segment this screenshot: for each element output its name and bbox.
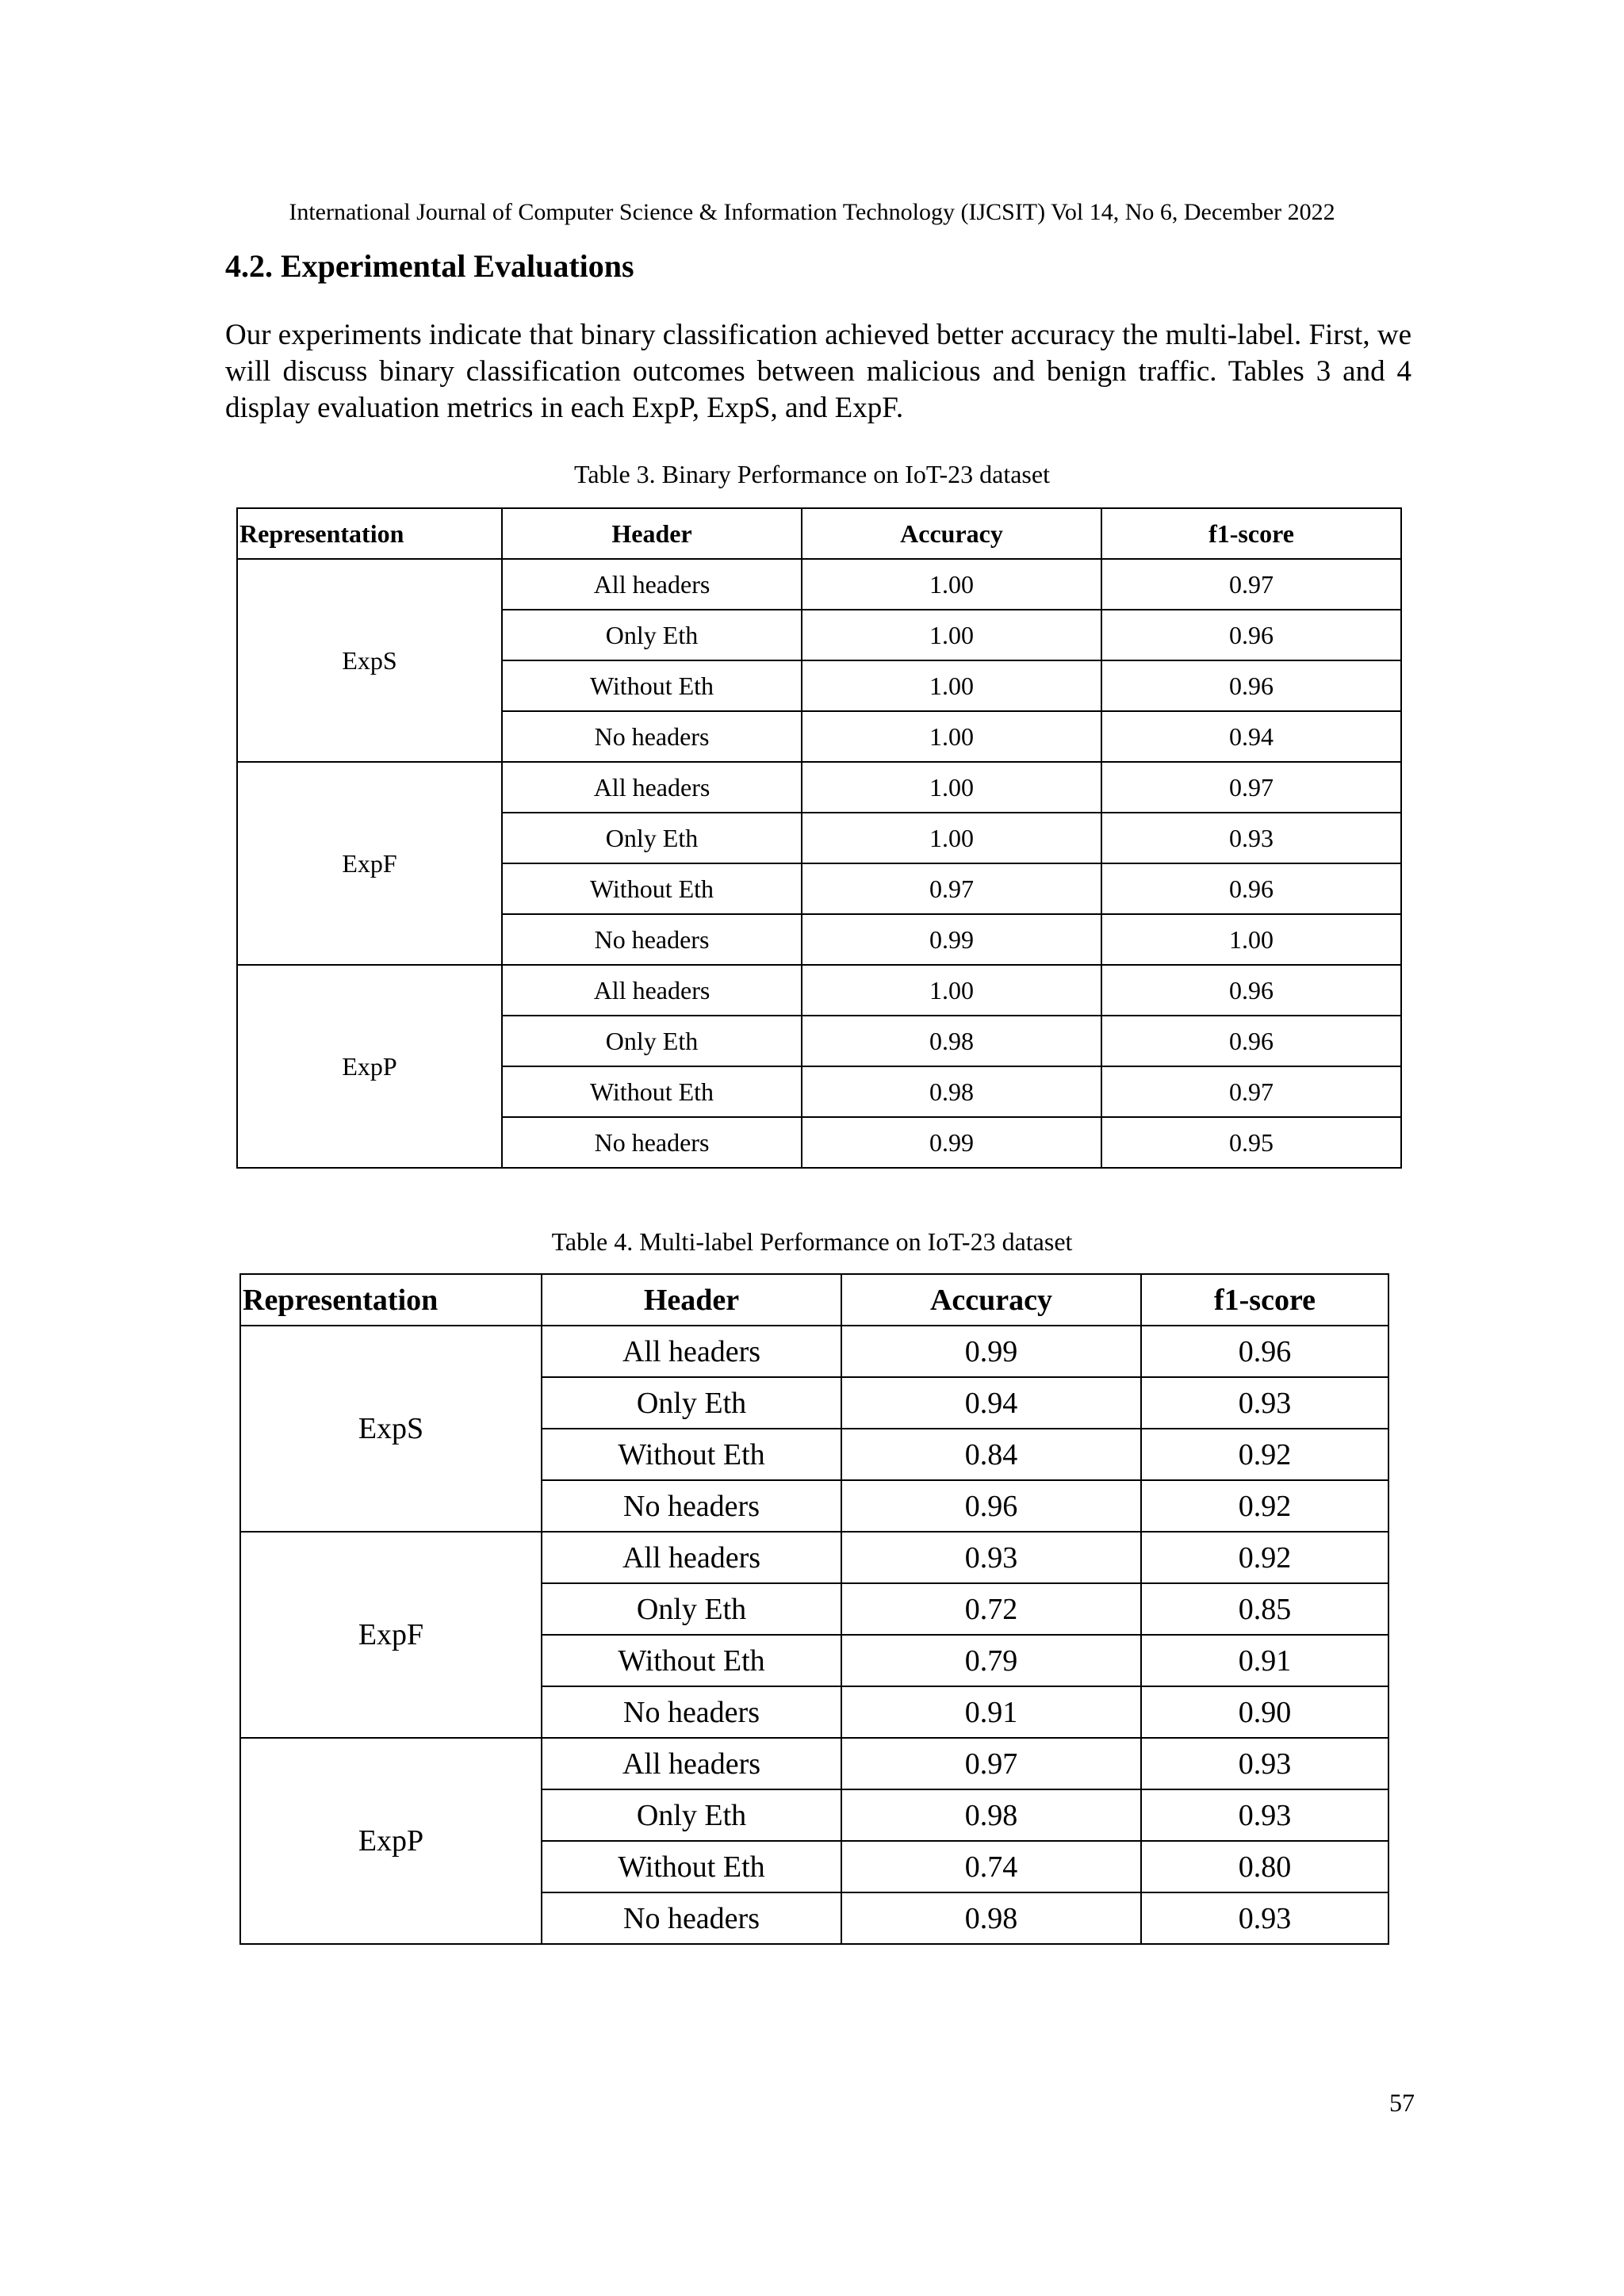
header-cell: Without Eth: [542, 1841, 841, 1892]
header-cell: Without Eth: [542, 1635, 841, 1686]
header-cell: All headers: [502, 762, 802, 813]
f1-score-cell: 0.96: [1101, 660, 1401, 711]
representation-cell: ExpF: [237, 762, 502, 965]
accuracy-cell: 0.97: [841, 1738, 1141, 1789]
journal-running-header: International Journal of Computer Science & Information Technology (IJCSIT) Vol 14, No 6, December 2022: [289, 199, 1335, 225]
table4-body: [240, 1326, 1388, 1944]
column-header-representation: Representation: [237, 508, 502, 559]
f1-score-cell: 0.96: [1101, 610, 1401, 660]
f1-score-cell: 0.93: [1141, 1377, 1388, 1429]
column-header-header: Header: [542, 1274, 841, 1326]
representation-cell: ExpS: [237, 559, 502, 762]
representation-cell: ExpS: [240, 1326, 542, 1532]
table-row: [240, 1326, 1388, 1377]
column-header-accuracy: Accuracy: [841, 1274, 1141, 1326]
header-cell: Only Eth: [542, 1789, 841, 1841]
accuracy-cell: 1.00: [802, 813, 1101, 863]
f1-score-cell: 0.97: [1101, 762, 1401, 813]
accuracy-cell: 1.00: [802, 965, 1101, 1016]
table-header-row: [240, 1274, 1388, 1326]
table-row: [237, 762, 1401, 813]
accuracy-cell: 0.93: [841, 1532, 1141, 1583]
accuracy-cell: 1.00: [802, 559, 1101, 610]
f1-score-cell: 0.96: [1101, 1016, 1401, 1066]
body-paragraph: Our experiments indicate that binary classification achieved better accuracy the multi-label. First, we will discuss binary classification outcomes between malicious and benign traffic. Tables 3 and 4 display evaluation metrics in each ExpP, ExpS, and ExpF.: [225, 319, 1411, 424]
header-cell: All headers: [542, 1326, 841, 1377]
accuracy-cell: 0.72: [841, 1583, 1141, 1635]
column-header-accuracy: Accuracy: [802, 508, 1101, 559]
column-header-header: Header: [502, 508, 802, 559]
accuracy-cell: 0.96: [841, 1480, 1141, 1532]
header-cell: Only Eth: [542, 1377, 841, 1429]
column-header-representation: Representation: [240, 1274, 542, 1326]
f1-score-cell: 0.96: [1101, 863, 1401, 914]
accuracy-cell: 0.99: [802, 914, 1101, 965]
f1-score-cell: 0.94: [1101, 711, 1401, 762]
header-cell: All headers: [542, 1738, 841, 1789]
accuracy-cell: 0.94: [841, 1377, 1141, 1429]
f1-score-cell: 0.93: [1101, 813, 1401, 863]
header-cell: All headers: [542, 1532, 841, 1583]
column-header-f1-score: f1-score: [1141, 1274, 1388, 1326]
table3-body: [237, 559, 1401, 1168]
header-cell: Without Eth: [502, 1066, 802, 1117]
accuracy-cell: 0.79: [841, 1635, 1141, 1686]
table-row: [240, 1738, 1388, 1789]
representation-cell: ExpP: [237, 965, 502, 1168]
f1-score-cell: 0.97: [1101, 1066, 1401, 1117]
accuracy-cell: 0.91: [841, 1686, 1141, 1738]
representation-cell: ExpP: [240, 1738, 542, 1944]
header-cell: Only Eth: [542, 1583, 841, 1635]
header-cell: Only Eth: [502, 813, 802, 863]
table-row: [237, 559, 1401, 610]
header-cell: All headers: [502, 559, 802, 610]
header-cell: No headers: [542, 1892, 841, 1944]
header-cell: Without Eth: [502, 660, 802, 711]
f1-score-cell: 0.92: [1141, 1532, 1388, 1583]
f1-score-cell: 0.85: [1141, 1583, 1388, 1635]
section-heading: 4.2. Experimental Evaluations: [225, 248, 634, 284]
f1-score-cell: 0.90: [1141, 1686, 1388, 1738]
accuracy-cell: 0.99: [802, 1117, 1101, 1168]
f1-score-cell: 0.91: [1141, 1635, 1388, 1686]
accuracy-cell: 1.00: [802, 610, 1101, 660]
header-cell: No headers: [542, 1686, 841, 1738]
f1-score-cell: 0.92: [1141, 1480, 1388, 1532]
header-cell: All headers: [502, 965, 802, 1016]
table-row: [240, 1532, 1388, 1583]
header-cell: Only Eth: [502, 610, 802, 660]
representation-cell: ExpF: [240, 1532, 542, 1738]
accuracy-cell: 1.00: [802, 762, 1101, 813]
accuracy-cell: 0.84: [841, 1429, 1141, 1480]
table4-caption: Table 4. Multi-label Performance on IoT-23 dataset: [551, 1227, 1073, 1256]
table-header-row: [237, 508, 1401, 559]
accuracy-cell: 0.74: [841, 1841, 1141, 1892]
accuracy-cell: 0.98: [802, 1066, 1101, 1117]
accuracy-cell: 1.00: [802, 660, 1101, 711]
column-header-f1-score: f1-score: [1101, 508, 1401, 559]
header-cell: No headers: [502, 711, 802, 762]
accuracy-cell: 0.98: [802, 1016, 1101, 1066]
accuracy-cell: 0.97: [802, 863, 1101, 914]
f1-score-cell: 0.96: [1141, 1326, 1388, 1377]
page-number: 57: [1389, 2088, 1415, 2117]
accuracy-cell: 0.98: [841, 1892, 1141, 1944]
table3-caption: Table 3. Binary Performance on IoT-23 dataset: [574, 460, 1050, 488]
header-cell: No headers: [542, 1480, 841, 1532]
header-cell: Without Eth: [542, 1429, 841, 1480]
header-cell: Without Eth: [502, 863, 802, 914]
f1-score-cell: 0.93: [1141, 1789, 1388, 1841]
header-cell: No headers: [502, 1117, 802, 1168]
f1-score-cell: 0.95: [1101, 1117, 1401, 1168]
table-row: [237, 965, 1401, 1016]
table4-multilabel-performance: [239, 1273, 1389, 1945]
f1-score-cell: 0.93: [1141, 1892, 1388, 1944]
header-cell: Only Eth: [502, 1016, 802, 1066]
accuracy-cell: 0.99: [841, 1326, 1141, 1377]
f1-score-cell: 0.93: [1141, 1738, 1388, 1789]
f1-score-cell: 0.80: [1141, 1841, 1388, 1892]
accuracy-cell: 0.98: [841, 1789, 1141, 1841]
f1-score-cell: 0.92: [1141, 1429, 1388, 1480]
header-cell: No headers: [502, 914, 802, 965]
table3-binary-performance: [236, 507, 1402, 1169]
f1-score-cell: 1.00: [1101, 914, 1401, 965]
accuracy-cell: 1.00: [802, 711, 1101, 762]
f1-score-cell: 0.96: [1101, 965, 1401, 1016]
f1-score-cell: 0.97: [1101, 559, 1401, 610]
